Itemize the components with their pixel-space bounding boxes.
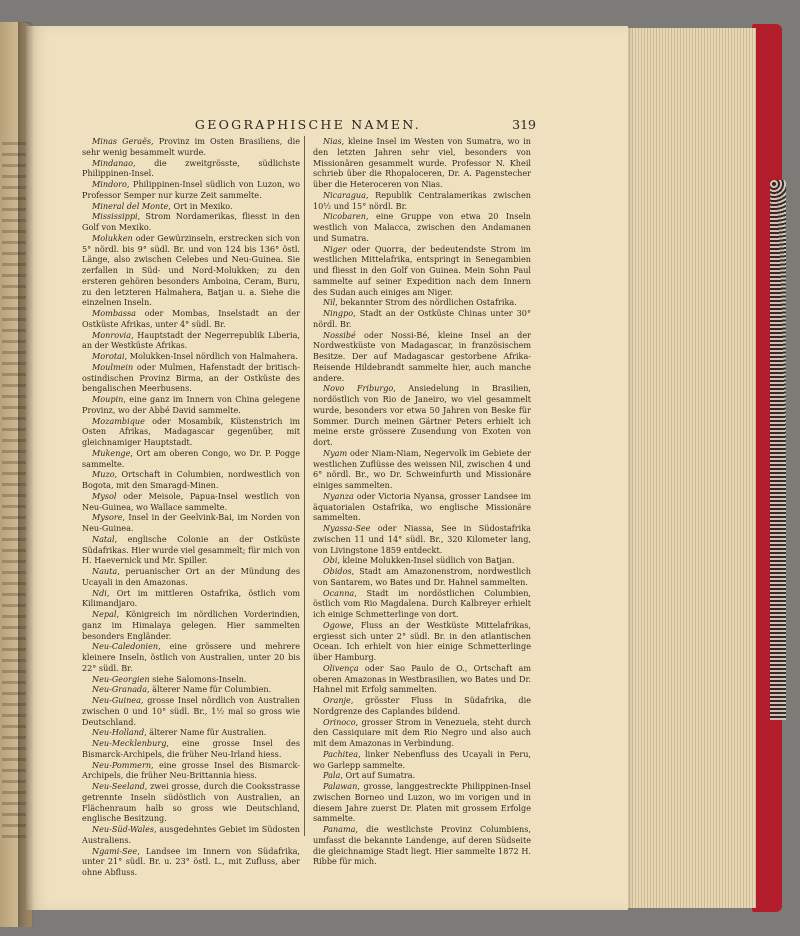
entry-term: Ogowe [323, 619, 352, 630]
gazetteer-entry [313, 297, 531, 308]
entry-description: , Ort auf Sumatra. [340, 770, 416, 781]
gazetteer-entry [313, 695, 531, 717]
entry-description: , kleine Insel im Westen von Sumatra, wo in den letzten Jahren sehr viel, besonders von Missionären gesammelt wurde. Professor N. Kheil schrieb über die Rhopaloceren, Dr. A. Pagenstecher über die Heteroceren von Nias. [313, 136, 531, 189]
gazetteer-entry [313, 620, 531, 663]
gazetteer-entry [313, 523, 531, 555]
gazetteer-entry [82, 351, 300, 362]
entry-term: Neu-Holland [92, 727, 145, 738]
entry-term: Mindanao [92, 157, 134, 168]
entry-term: Mindoro [92, 179, 127, 189]
entry-term: Neu-Mecklenburg [92, 738, 167, 748]
entry-description: , Stadt im nordöstlichen Columbien, östlich vom Rio Magdalena. Durch Kalbreyer erhielt ich einige Schmetterlinge von dort. [313, 587, 531, 619]
entry-term: Obi [323, 555, 338, 566]
entry-description: , peruanischer Ort an der Mündung des Ucayali in den Amazonas. [82, 566, 300, 587]
entry-description: , Ort am oberen Congo, wo Dr. P. Pogge sammelte. [82, 447, 300, 469]
entry-term: Oranje [323, 695, 351, 705]
gazetteer-entry [82, 394, 300, 416]
entry-description: , bekannter Strom des nördlichen Ostafrika. [335, 297, 517, 308]
page-block-edges [618, 28, 756, 908]
entry-term: Pala [323, 770, 341, 781]
entry-description: oder Victoria Nyansa, grosser Landsee im äquatorialen Ostafrika, wo englische Missionäre sammelten. [313, 490, 531, 523]
entry-term: Niger [323, 243, 347, 254]
entry-description: , grosse Insel nördlich von Australien zwischen 0 und 10° südl. Br., 1½ mal so gross wie Deutschland. [82, 695, 300, 727]
entry-term: Orinoco [323, 716, 356, 727]
entry-description: oder Meisole, Papua-Insel westlich von Neu-Guinea, wo Wallace sammelte. [82, 490, 300, 512]
gazetteer-entry [82, 846, 300, 878]
entry-term: Ngami-See [92, 845, 138, 856]
gazetteer-entry [313, 555, 531, 566]
entry-description: , Republik Centralamerikas zwischen 10½ und 15° nördl. Br. [313, 189, 531, 211]
entry-description: , Strom Nordamerikas, fliesst in den Golf von Mexiko. [82, 211, 300, 232]
gazetteer-entry [313, 770, 531, 781]
entry-description: siehe Salomons-Inseln. [149, 673, 247, 684]
gazetteer-entry [82, 534, 300, 566]
text-column-left [82, 136, 300, 878]
gazetteer-entry [82, 491, 300, 513]
entry-term: Moulmein [92, 361, 134, 372]
entry-description: , Hauptstadt der Negerrepublik Liberia, an der Westküste Afrikas. [82, 329, 300, 351]
entry-term: Moupin [92, 394, 124, 404]
entry-description: , ausgedehntes Gebiet im Südosten Australiens. [82, 824, 300, 845]
entry-term: Mozambique [92, 415, 145, 426]
entry-term: Pachitea [323, 748, 359, 759]
entry-description: oder Niassa, See in Südostafrika zwischen 11 und 14° südl. Br., 320 Kilometer lang, von Livingstone 1859 entdeckt. [313, 523, 531, 555]
gazetteer-entry [313, 749, 531, 771]
entry-description: , linker Nebenfluss des Ucayali in Peru, wo Garlepp sammelte. [313, 748, 531, 770]
entry-term: Monrovia [92, 329, 132, 340]
gazetteer-entry [82, 566, 300, 588]
entry-description: , englische Colonie an der Ostküste Südafrikas. Hier wurde viel gesammelt; für mich von H. Haevernick und Mr. Spiller. [82, 533, 300, 566]
entry-description: , Ansiedelung in Brasilien, nordöstlich von Rio de Janeiro, wo viel gesammelt wurde, besonders vor etwa 50 Jahren von Beske für Sommer. Durch meinen Gärtner Peters erhielt ich meine erste grössere Zusendung von Exoten von dort. [313, 383, 531, 447]
entry-term: Neu-Seeland [92, 781, 145, 791]
entry-description: , Philippinen-Insel südlich von Luzon, wo Professor Semper nur kurze Zeit sammelte. [82, 179, 300, 200]
entry-description: oder Nossi-Bé, kleine Insel an der Nordwestküste von Madagascar, in französischem Besitze. Der auf Madagascar gestorbene Afrika-Reisende Hildebrandt sammelte hier, auch manche andere. [313, 329, 531, 383]
entry-description: oder Quorra, der bedeutendste Strom im westlichen Mittelafrika, entspringt in Senegambien und fliesst in den Golf von Guinea. Mein Sohn Paul sammelte auf seiner Expedition nach dem Innern des Sudan auch einiges am Niger. [313, 243, 531, 297]
entry-term: Neu-Pommern [92, 759, 152, 770]
entry-description: , Königreich im nördlichen Vorderindien, ganz im Himalaya gelegen. Hier sammelten besonders Engländer. [82, 609, 300, 641]
entry-description: , eine grössere und mehrere kleinere Inseln, östlich von Australien, unter 20 bis 22° südl. Br. [82, 641, 300, 673]
entry-term: Ndi [92, 587, 107, 598]
entry-description: oder Mosambik, Küstenstrich im Osten Afrikas, Madagascar gegenüber, mit gleichnamiger Hauptstadt. [82, 415, 300, 447]
entry-term: Neu-Guinea [92, 695, 141, 705]
gazetteer-entry [313, 717, 531, 749]
entry-term: Muzo [92, 469, 115, 480]
gazetteer-entry [82, 308, 300, 330]
entry-term: Novo Friburgo [323, 383, 394, 394]
gazetteer-entry [313, 663, 531, 695]
entry-term: Mineral del Monte [92, 200, 169, 211]
page-number: 319 [512, 117, 536, 132]
gazetteer-entry [82, 695, 300, 727]
gazetteer-entry [82, 588, 300, 610]
entry-term: Nicobaren [323, 211, 366, 222]
entry-description: oder Niam-Niam, Negervolk im Gebiete der westlichen Zuflüsse des weissen Nil, zwischen 4 und 6° nördl. Br., wo Dr. Schweinfurth und Missionäre einiges sammelten. [313, 447, 531, 490]
gazetteer-entry [313, 566, 531, 588]
entry-description: , eine Gruppe von etwa 20 Inseln westlich von Malacca, zwischen den Andamanen und Sumatra. [313, 211, 531, 243]
entry-description: , älterer Name für Australien. [144, 727, 267, 738]
entry-term: Morotai [92, 351, 125, 361]
entry-term: Neu-Caledonien [92, 641, 159, 652]
entry-term: Mississippi [92, 211, 138, 222]
entry-term: Olivença [323, 662, 359, 673]
entry-description: , grosse, langgestreckte Philippinen-Insel zwischen Borneo und Luzon, wo im vorigen und in diesem Jahre zuerst Dr. Platen mit grossem Erfolge sammelte. [313, 781, 531, 824]
entry-term: Ningpo [323, 308, 354, 318]
gazetteer-entry [82, 469, 300, 491]
gazetteer-entry [313, 491, 531, 523]
entry-description: , eine grosse Insel des Bismarck-Archipels, die früher Neu-Brittannia hiess. [82, 759, 300, 781]
gazetteer-entry [82, 609, 300, 641]
entry-term: Nossibé [323, 329, 356, 340]
gazetteer-entry [82, 136, 300, 158]
entry-term: Neu-Granada [92, 684, 148, 695]
text-column-right [313, 136, 531, 867]
entry-description: , eine ganz im Innern von China gelegene Provinz, wo der Abbé David sammelte. [82, 394, 300, 415]
gazetteer-entry [313, 136, 531, 190]
entry-description: , die zweitgrösste, südlichste Philippinen-Insel. [82, 157, 300, 179]
entry-term: Ocanna [323, 587, 355, 598]
gazetteer-entry [82, 512, 300, 534]
entry-description: , Ort in Mexiko. [168, 200, 233, 211]
page-gutter [18, 22, 34, 927]
entry-term: Mukenge [92, 447, 131, 458]
entry-term: Mombassa [92, 308, 136, 318]
entry-term: Nauta [92, 566, 118, 576]
gazetteer-entry [82, 781, 300, 824]
entry-description: , Provinz im Osten Brasiliens, die sehr wenig besammelt wurde. [82, 136, 300, 157]
entry-term: Nias [323, 136, 342, 146]
entry-term: Neu-Süd-Wales [92, 824, 155, 834]
gazetteer-entry [82, 158, 300, 180]
gazetteer-entry [313, 781, 531, 824]
entry-term: Panama [323, 824, 356, 834]
entry-description: , Landsee im Innern von Südafrika, unter 21° südl. Br. u. 23° östl. L., mit Zufluss, aber ohne Abfluss. [82, 845, 300, 877]
gazetteer-entry [82, 233, 300, 308]
entry-description: , eine grosse Insel des Bismarck-Archipels, die früher Neu-Irland hiess. [82, 738, 300, 759]
entry-description: oder Mombas, Inselstadt an der Ostküste Afrikas, unter 4° südl. Br. [82, 308, 300, 329]
gazetteer-entry [82, 641, 300, 673]
entry-description: , Stadt an der Ostküste Chinas unter 30° nördl. Br. [313, 308, 531, 329]
entry-description: , Fluss an der Westküste Mittelafrikas, ergiesst sich unter 2° südl. Br. in den atlantischen Ocean. Ich erhielt von hier einige Schmetterlinge über Hamburg. [313, 619, 531, 662]
entry-description: , zwei grosse, durch die Cooksstrasse getrennte Inseln südöstlich von Australien, an Flächenraum halb so gross wie Deutschland, englische Besitzung. [82, 781, 300, 824]
gazetteer-entry [313, 211, 531, 243]
entry-description: , Molukken-Insel nördlich von Halmahera. [124, 351, 298, 361]
cover-marbled-edge [770, 180, 786, 720]
gazetteer-entry [82, 448, 300, 470]
entry-term: Nepal [92, 609, 117, 619]
gazetteer-entry [82, 727, 300, 738]
entry-description: , Ort im mittleren Ostafrika, östlich vom Kilimandjaro. [82, 587, 300, 609]
entry-term: Molukken [92, 232, 133, 243]
entry-term: Nil [323, 297, 336, 308]
entry-term: Obidos [323, 566, 352, 576]
entry-description: , älterer Name für Columbien. [147, 684, 272, 695]
running-header [80, 117, 536, 135]
entry-term: Minas Geraës [92, 136, 152, 146]
entry-description: , Stadt am Amazonenstrom, nordwestlich von Santarem, wo Bates und Dr. Hahnel sammelten. [313, 566, 531, 587]
gazetteer-entry [82, 179, 300, 201]
gazetteer-entry [82, 760, 300, 782]
gazetteer-entry [313, 588, 531, 620]
gazetteer-entry [82, 738, 300, 760]
entry-description: oder Mulmen, Hafenstadt der britisch-ostindischen Provinz Birma, an der Ostküste des bengalischen Meerbusens. [82, 361, 300, 394]
gazetteer-entry [82, 330, 300, 352]
gazetteer-entry [82, 416, 300, 448]
entry-description: , die westlichste Provinz Columbiens, umfasst die bekannte Landenge, auf deren Südseite die gleichnamige Stadt liegt. Hier sammelte 1872 H. Ribbe für mich. [313, 824, 531, 867]
entry-description: oder Gewürzinseln, erstrecken sich von 5° nördl. bis 9° südl. Br. und von 124 bis 136° östl. Länge, also zwischen Celebes und Neu-Guinea. Sie zerfallen in Süd- und Nord-Molukken; zu den ersteren gehören besonders Amboina, Ceram, Buru, zu den letzteren Halmahera, Batjan u. a. Siehe die einzelnen Inseln. [82, 232, 300, 308]
gazetteer-entry [313, 824, 531, 867]
entry-description: , Insel in der Geelvink-Bai, im Norden von Neu-Guinea. [82, 512, 300, 533]
gazetteer-entry [313, 190, 531, 212]
entry-term: Mysore [92, 512, 123, 523]
gazetteer-entry [313, 244, 531, 298]
gazetteer-entry [313, 308, 531, 330]
entry-description: , Ortschaft in Columbien, nordwestlich von Bogota, mit den Smaragd-Minen. [82, 469, 300, 490]
gazetteer-entry [313, 383, 531, 448]
column-divider [304, 136, 305, 836]
entry-term: Nyassa-See [323, 523, 371, 533]
entry-term: Neu-Georgien [92, 673, 150, 684]
entry-description: oder Sao Paulo de O., Ortschaft am oberen Amazonas in Westbrasilien, wo Bates und Dr. Hahnel mit Erfolg sammelten. [313, 662, 531, 695]
gazetteer-entry [313, 448, 531, 491]
gazetteer-entry [82, 674, 300, 685]
gazetteer-entry [82, 211, 300, 233]
gazetteer-entry [82, 684, 300, 695]
gazetteer-entry [82, 824, 300, 846]
gazetteer-entry [82, 201, 300, 212]
gazetteer-entry [313, 330, 531, 384]
entry-term: Nyanza [323, 490, 354, 501]
entry-term: Nyam [323, 447, 348, 458]
entry-term: Nicaragua [323, 189, 366, 200]
entry-description: , grosser Strom in Venezuela, steht durch den Cassiquiare mit dem Rio Negro und also auch mit dem Amazonas in Verbindung. [313, 716, 531, 748]
entry-term: Mysol [92, 490, 117, 501]
entry-term: Natal [92, 533, 115, 544]
running-title: GEOGRAPHISCHE NAMEN. [194, 117, 422, 132]
entry-description: , grösster Fluss in Südafrika, die Nordgrenze des Caplandes bildend. [313, 695, 531, 716]
entry-term: Palawan [323, 781, 358, 791]
entry-description: , kleine Molukken-Insel südlich von Batjan. [337, 555, 515, 566]
gazetteer-entry [82, 362, 300, 394]
